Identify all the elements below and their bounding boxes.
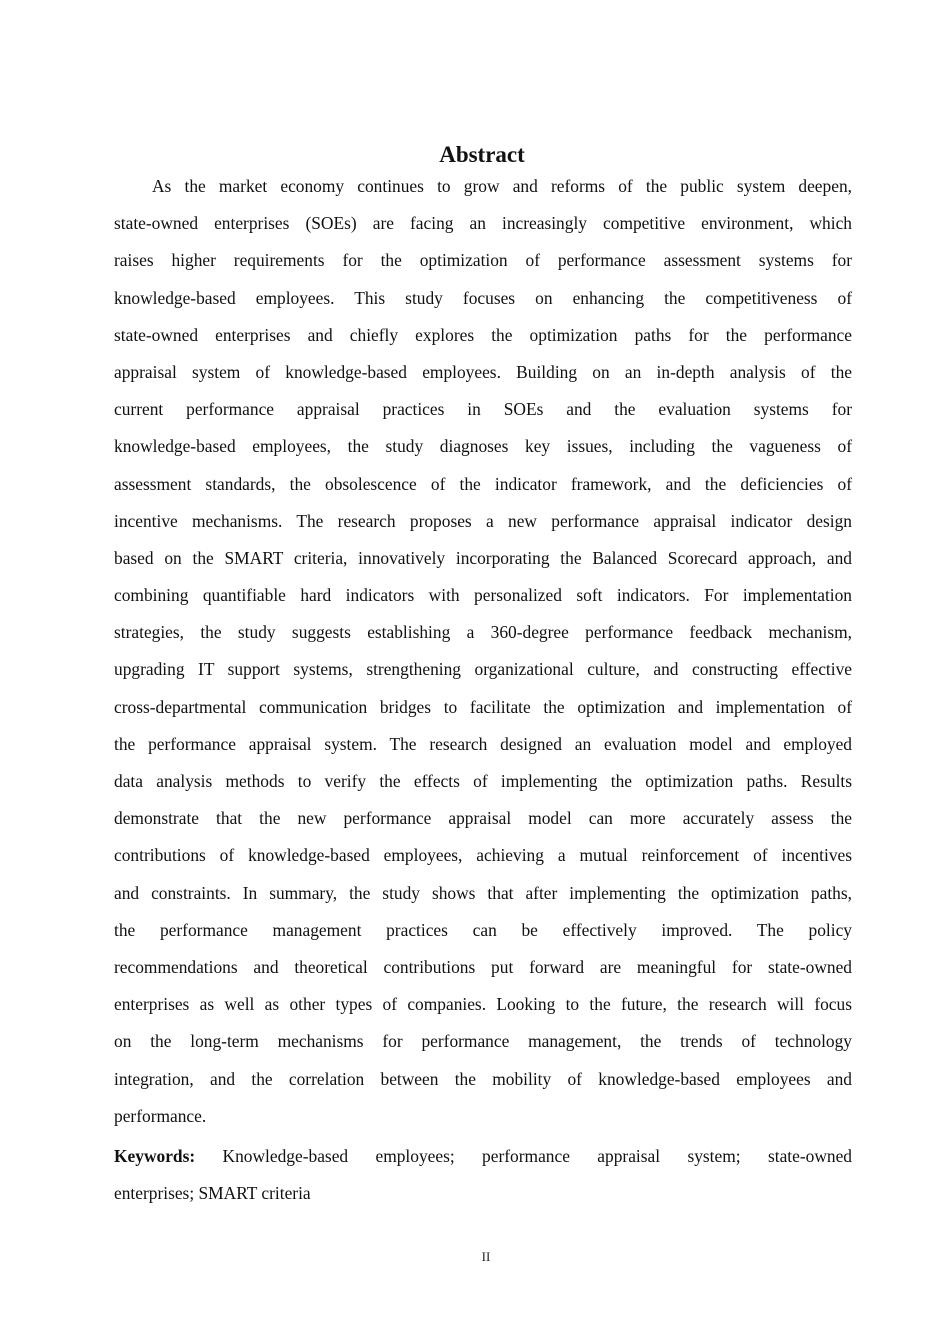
abstract-line: strategies, the study suggests establishing a 360-degree performance feedback mechanism,	[114, 622, 852, 643]
abstract-line: appraisal system of knowledge-based employees. Building on an in-depth analysis of the	[114, 361, 852, 382]
abstract-line: incentive mechanisms. The research proposes a new performance appraisal indicator design	[114, 510, 852, 531]
abstract-line: and constraints. In summary, the study shows that after implementing the optimization paths,	[114, 882, 852, 903]
abstract-line: cross-departmental communication bridges to facilitate the optimization and implementation of	[114, 696, 852, 717]
abstract-line: raises higher requirements for the optimization of performance assessment systems for	[114, 250, 852, 271]
abstract-line: the performance management practices can be effectively improved. The policy	[114, 919, 852, 940]
keywords-line-2: enterprises; SMART criteria	[114, 1182, 311, 1203]
abstract-line: knowledge-based employees, the study diagnoses key issues, including the vagueness of	[114, 436, 852, 457]
abstract-line: knowledge-based employees. This study focuses on enhancing the competitiveness of	[114, 287, 852, 308]
abstract-line: demonstrate that the new performance appraisal model can more accurately assess the	[114, 808, 852, 829]
keywords-label: Keywords:	[114, 1146, 196, 1166]
page-title: Abstract	[439, 142, 525, 168]
keywords-line-1	[114, 1141, 852, 1178]
abstract-line: performance.	[114, 1105, 207, 1126]
abstract-line: on the long-term mechanisms for performance management, the trends of technology	[114, 1031, 852, 1052]
abstract-line: recommendations and theoretical contributions put forward are meaningful for state-owned	[114, 956, 852, 977]
abstract-line: As the market economy continues to grow and reforms of the public system deepen,	[152, 176, 852, 196]
abstract-line: current performance appraisal practices in SOEs and the evaluation systems for	[114, 399, 852, 420]
abstract-line: state-owned enterprises and chiefly explores the optimization paths for the performance	[114, 324, 852, 345]
abstract-line: based on the SMART criteria, innovatively incorporating the Balanced Scorecard approach, and	[114, 547, 852, 568]
keywords-section	[114, 1141, 852, 1214]
abstract-body	[114, 171, 852, 1138]
abstract-line: assessment standards, the obsolescence of the indicator framework, and the deficiencies of	[114, 473, 852, 494]
abstract-line: data analysis methods to verify the effects of implementing the optimization paths. Results	[114, 771, 852, 791]
abstract-line: upgrading IT support systems, strengthening organizational culture, and constructing effective	[114, 659, 852, 680]
page-number: II	[481, 1249, 491, 1264]
abstract-line: contributions of knowledge-based employees, achieving a mutual reinforcement of incentives	[114, 845, 852, 866]
keywords-text: Knowledge-based employees; performance appraisal system; state-owned	[222, 1146, 852, 1166]
abstract-line: the performance appraisal system. The research designed an evaluation model and employed	[114, 733, 852, 754]
abstract-line: state-owned enterprises (SOEs) are facing an increasingly competitive environment, which	[114, 213, 852, 234]
abstract-line: integration, and the correlation between the mobility of knowledge-based employees and	[114, 1068, 852, 1089]
abstract-line: combining quantifiable hard indicators with personalized soft indicators. For implementation	[114, 585, 852, 606]
abstract-line: enterprises as well as other types of companies. Looking to the future, the research will focus	[114, 994, 852, 1015]
